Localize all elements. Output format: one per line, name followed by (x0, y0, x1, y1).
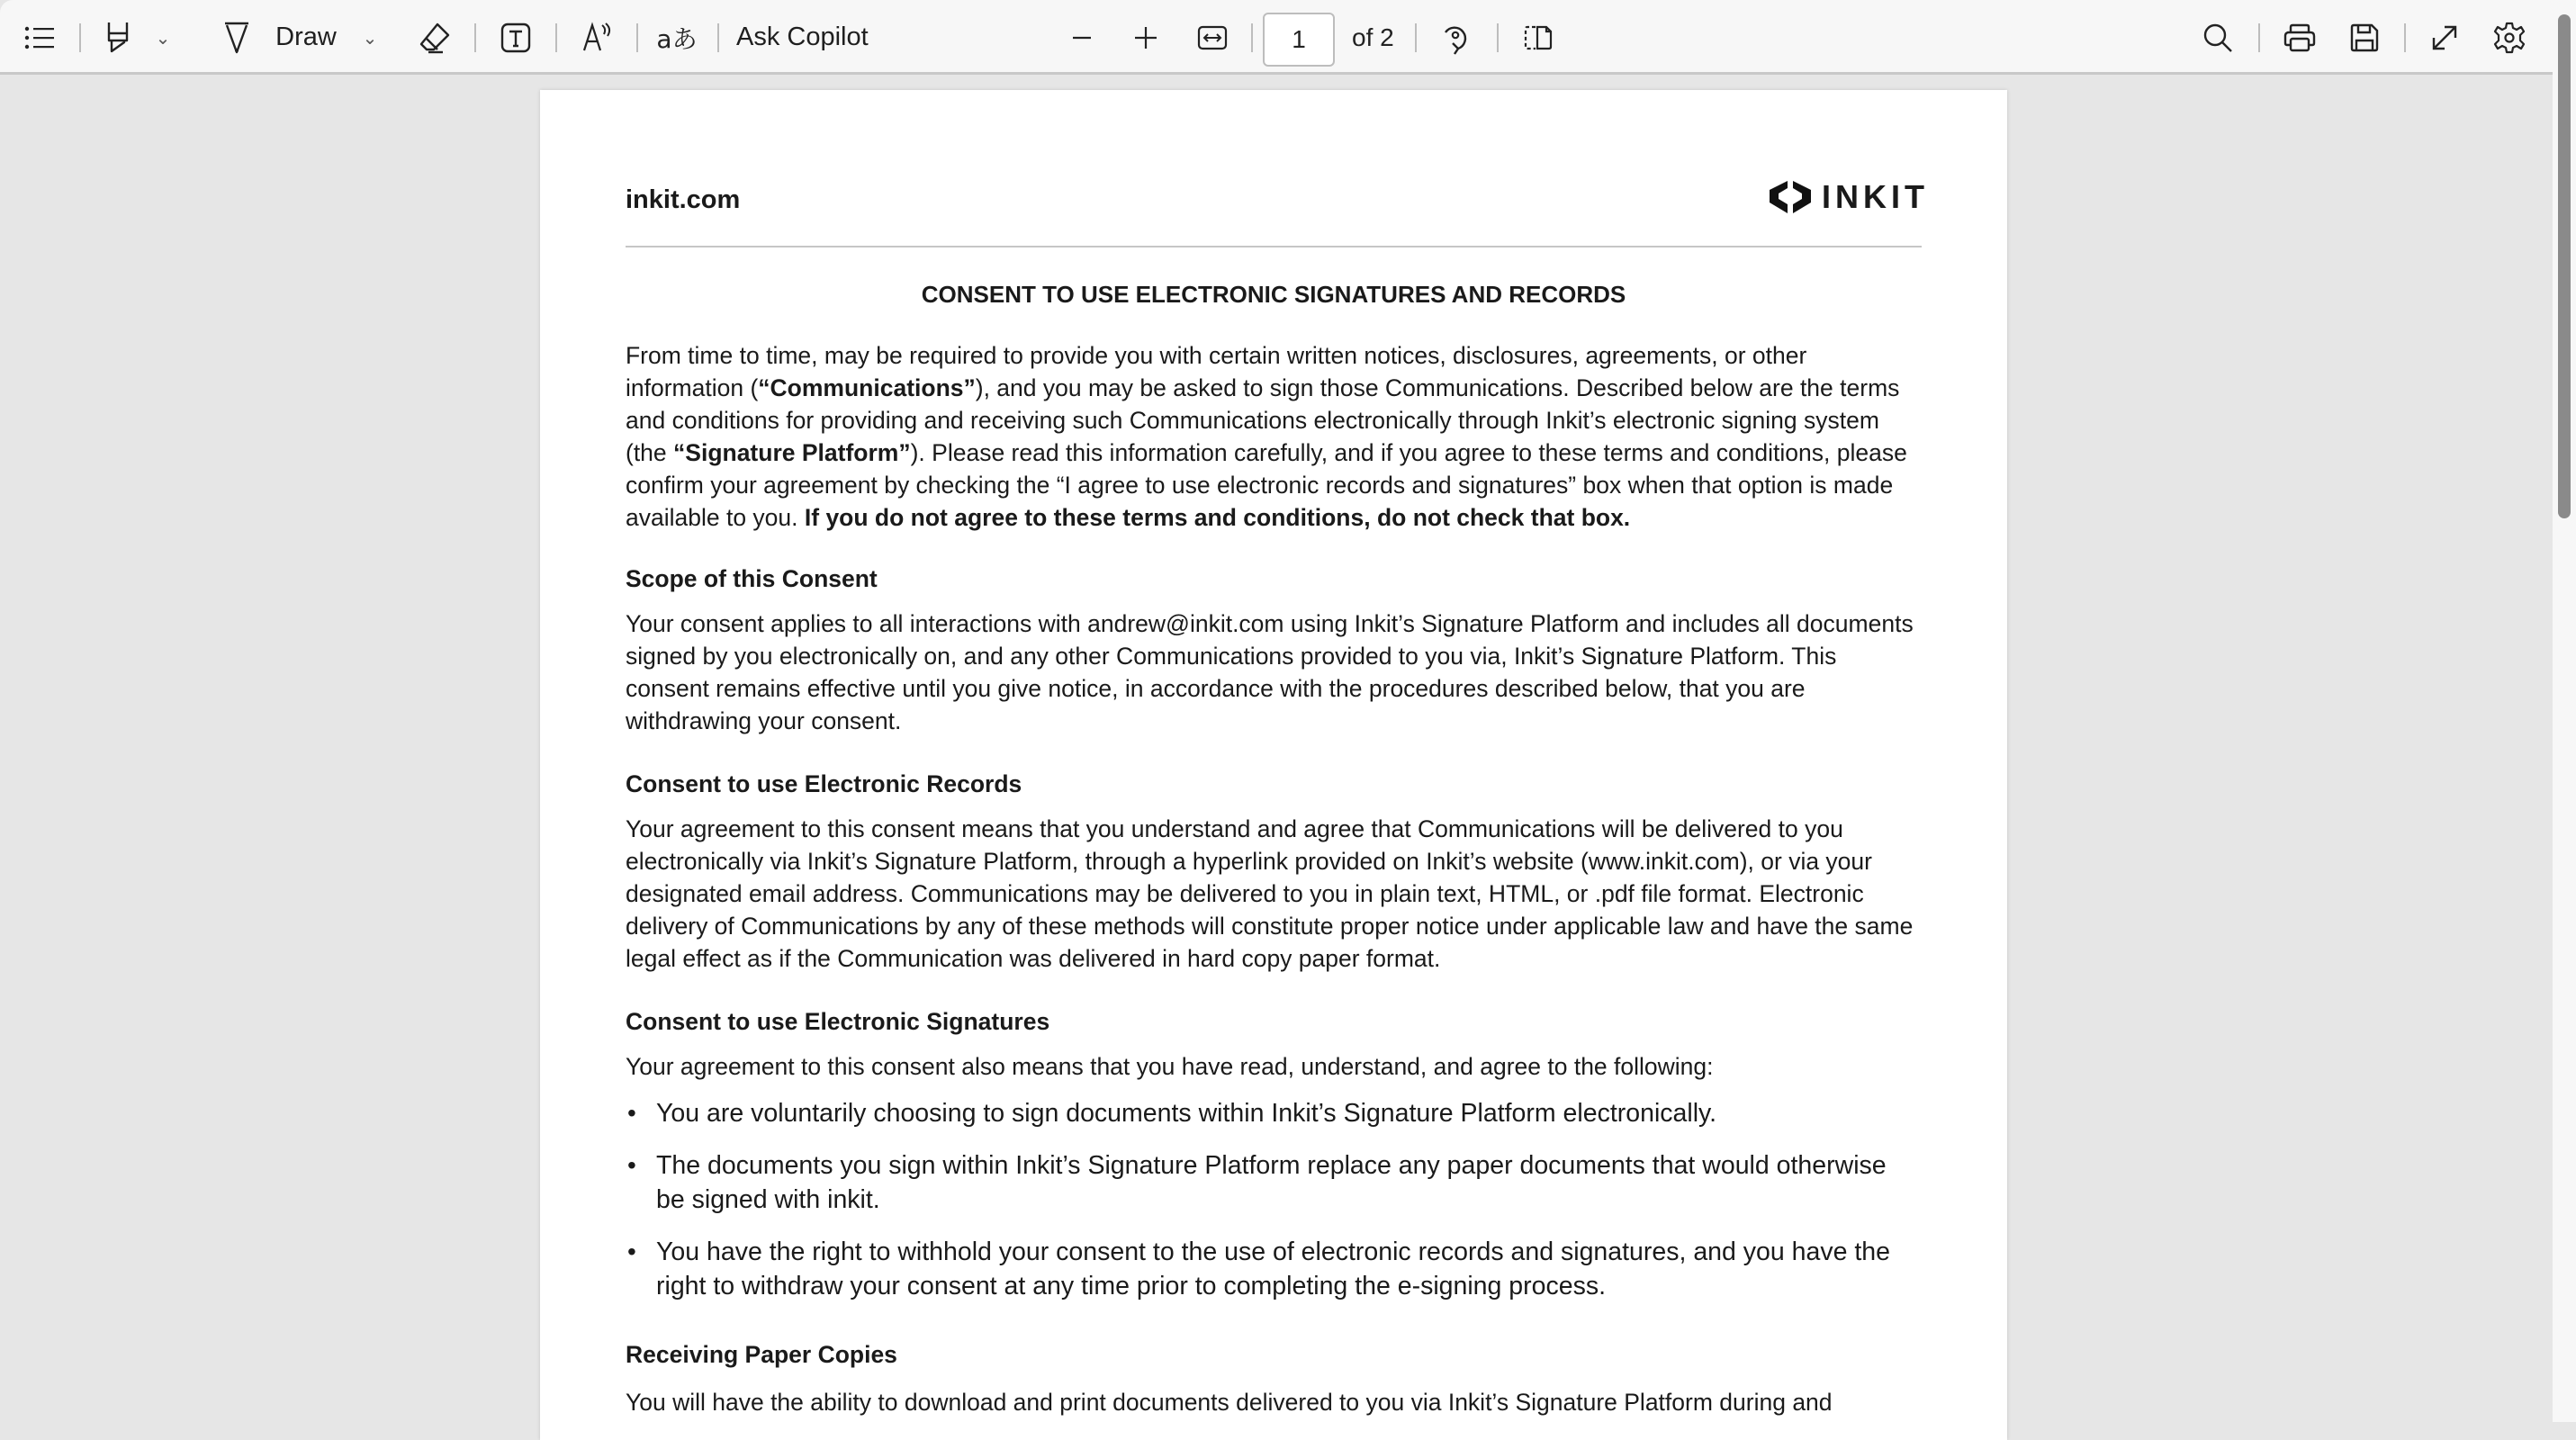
table-of-contents-icon (24, 26, 55, 50)
section-heading: Consent to use Electronic Records (626, 770, 1022, 797)
site-domain: inkit.com (626, 185, 741, 214)
toolbar-separator (555, 23, 557, 52)
section-signatures (626, 1008, 1922, 1036)
read-aloud-button[interactable] (576, 0, 617, 75)
erase-button[interactable] (414, 0, 455, 75)
plus-icon (1134, 26, 1157, 50)
list-item: • You are voluntarily choosing to sign documents within Inkit’s Signature Platform electronically. (626, 1096, 1922, 1130)
translate-icon: aあ (656, 23, 698, 54)
translate-button[interactable] (655, 0, 698, 75)
save-button[interactable] (2342, 0, 2387, 75)
page-number-input[interactable] (1263, 13, 1335, 67)
expand-icon (2430, 23, 2459, 52)
draw-tool-button[interactable] (216, 0, 257, 75)
fullscreen-button[interactable] (2423, 0, 2466, 75)
page-view-button[interactable] (1516, 0, 1561, 75)
zoom-out-button[interactable] (1062, 0, 1102, 75)
rotate-icon (1440, 20, 1471, 56)
section-scope (626, 565, 1922, 593)
toolbar-separator (1251, 23, 1253, 52)
print-icon (2283, 23, 2316, 52)
ask-copilot-button[interactable] (736, 0, 898, 75)
print-button[interactable] (2277, 0, 2322, 75)
inkit-logo (1766, 178, 1929, 216)
intro-text: ), and you may be asked to sign those Communications. Described below are the terms and conditions for providing and receiving such Communications electronically through Inkit’s electronic signing system (the (626, 374, 1900, 466)
toolbar-separator (79, 23, 81, 52)
settings-button[interactable] (2488, 0, 2531, 75)
search-icon (2202, 22, 2233, 53)
section-heading: Receiving Paper Copies (626, 1341, 897, 1368)
chevron-down-icon: ⌄ (362, 26, 378, 49)
toolbar-separator (1497, 23, 1499, 52)
signatures-bullet-list (626, 1096, 1922, 1321)
page-count-label: of 2 (1352, 23, 1394, 51)
header-divider (626, 246, 1922, 248)
pdf-toolbar (0, 0, 2553, 75)
scrollbar-thumb[interactable] (2558, 14, 2571, 518)
pen-icon (221, 20, 252, 56)
intro-warning: If you do not agree to these terms and conditions, do not check that box. (804, 504, 1631, 531)
section-paper-copies (626, 1341, 1922, 1369)
logo-text: INKIT (1822, 178, 1929, 215)
list-item: • The documents you sign within Inkit’s Signature Platform replace any paper documents that would otherwise be signed with inkit. (626, 1148, 1922, 1217)
intro-bold-term: “Communications” (758, 374, 976, 401)
gear-icon (2493, 22, 2526, 54)
toolbar-separator (2258, 23, 2260, 52)
fit-width-icon (1197, 25, 1228, 50)
intro-paragraph (626, 339, 1922, 534)
section-records (626, 770, 1922, 798)
search-button[interactable] (2196, 0, 2239, 75)
text-box-icon (500, 22, 531, 53)
highlight-button[interactable] (97, 0, 139, 75)
toolbar-separator (1415, 23, 1417, 52)
fit-to-width-button[interactable] (1190, 0, 1235, 75)
intro-text: ). Please read this information carefully, and if you agree to these terms and conditions, please confirm your agreement by checking the “I agree to use electronic records and signatures” box when that option is made available to you. (626, 439, 1907, 531)
rotate-button[interactable] (1433, 0, 1478, 75)
section-paper-copies-body (626, 1386, 1922, 1418)
highlighter-icon (104, 21, 131, 55)
section-paragraph: You will have the ability to download and print documents delivered to you via Inkit’s Signature Platform during and (626, 1389, 1833, 1416)
eraser-icon (418, 21, 452, 55)
draw-label-button[interactable] (270, 0, 342, 75)
toolbar-separator (636, 23, 638, 52)
table-of-contents-button[interactable] (18, 0, 61, 75)
draw-options-dropdown[interactable] (356, 0, 383, 75)
list-item: • You have the right to withhold your consent to the use of electronic records and signatures, and you have the right to withdraw your consent at any time prior to completing the e-signing process. (626, 1235, 1922, 1303)
draw-label: Draw (275, 22, 337, 51)
section-paragraph: Your consent applies to all interactions with andrew@inkit.com using Inkit’s Signature Platform and includes all documents signed by you electronically on, and any other Communications provided to you via, Inkit’s Signature Platform. This consent remains effective until you give notice, in accordance with the procedures described below, that you are withdrawing your consent. (626, 610, 1914, 734)
intro-text: From time to time, may be required to provide you with certain written notices, disclosures, agreements, or other information ( (626, 342, 1807, 401)
chevron-down-icon: ⌄ (155, 26, 171, 49)
intro-section (626, 339, 1922, 534)
intro-bold-term: “Signature Platform” (673, 439, 911, 466)
zoom-in-button[interactable] (1126, 0, 1166, 75)
pdf-page (540, 90, 2007, 1440)
toolbar-separator (474, 23, 476, 52)
page-view-icon (1523, 24, 1554, 51)
inkit-logo-icon (1766, 179, 1815, 215)
section-signatures-body (626, 1050, 1922, 1083)
section-paragraph: Your agreement to this consent means that you understand and agree that Communications will be delivered to you electronically via Inkit’s Signature Platform, through a hyperlink provided on Inkit’s website (www.inkit.com), or via your designated email address. Communications may be delivered to you in plain text, HTML, or .pdf file format. Electronic delivery of Communications by any of these methods will constitute proper notice under applicable law and have the same legal effect as if the Communication was delivered in hard copy paper format. (626, 815, 1914, 972)
section-records-body (626, 813, 1922, 975)
toolbar-separator (717, 23, 719, 52)
highlight-options-dropdown[interactable] (149, 0, 176, 75)
ask-copilot-label: Ask Copilot (736, 22, 869, 51)
read-aloud-icon (581, 22, 613, 54)
section-heading: Consent to use Electronic Signatures (626, 1008, 1050, 1035)
add-text-button[interactable] (495, 0, 536, 75)
section-heading: Scope of this Consent (626, 565, 878, 592)
section-scope-body (626, 608, 1922, 737)
toolbar-separator (2404, 23, 2406, 52)
document-title: CONSENT TO USE ELECTRONIC SIGNATURES AND RECORDS (921, 281, 1626, 308)
section-paragraph: Your agreement to this consent also means that you have read, understand, and agree to the following: (626, 1053, 1714, 1080)
save-icon (2350, 23, 2379, 52)
minus-icon (1071, 27, 1093, 49)
